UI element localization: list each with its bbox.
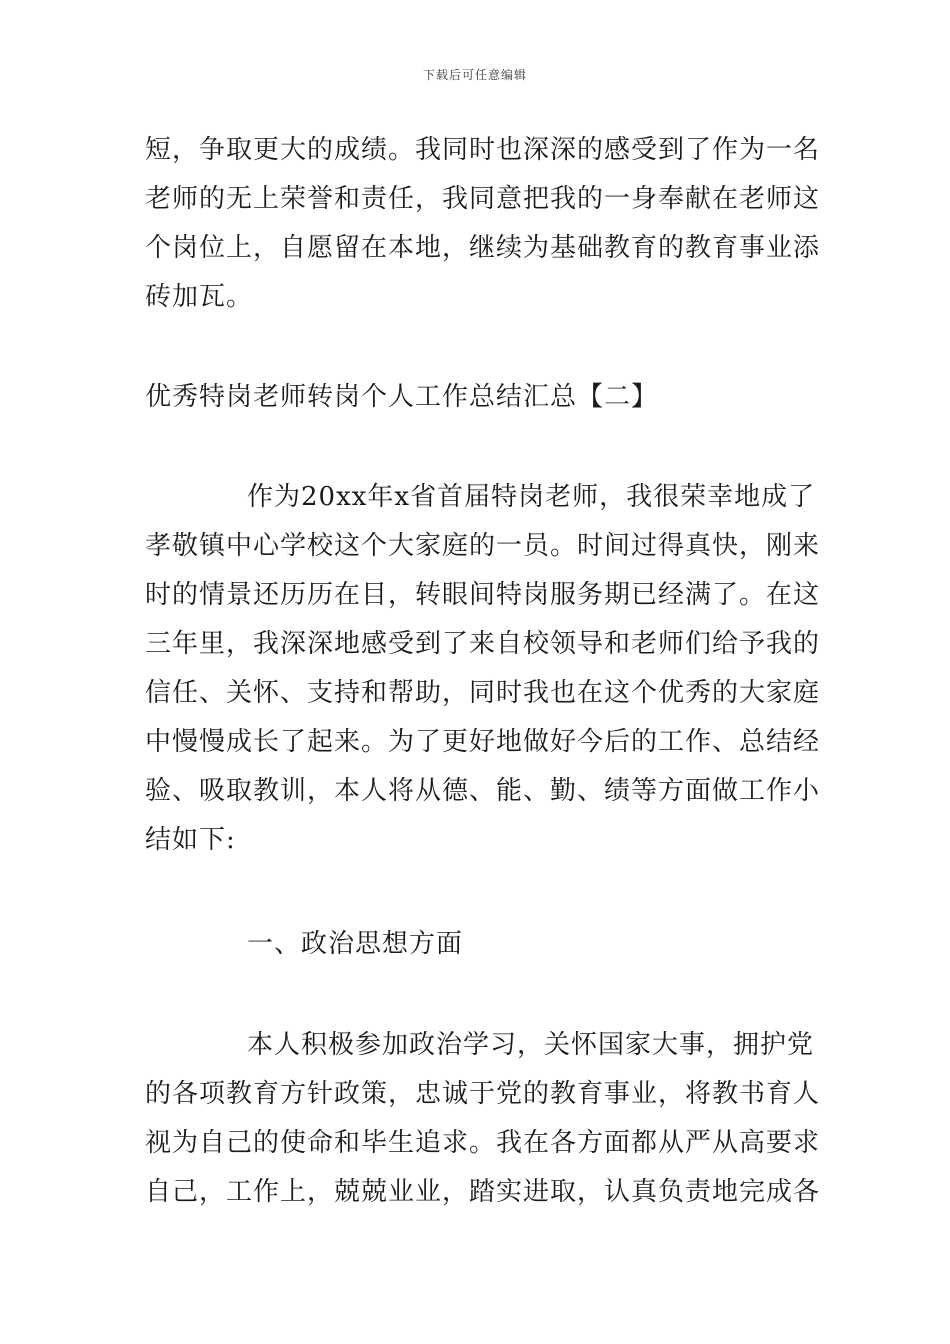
paragraph-line: 老师的无上荣誉和责任，我同意把我的一身奉献在老师这: [145, 184, 821, 214]
paragraph-line: 中慢慢成长了起来。为了更好地做好今后的工作、总结经: [145, 727, 821, 757]
paragraph-political: [145, 1021, 821, 1217]
page-header-note: 下载后可任意编辑: [422, 68, 527, 82]
subheading-political: 一、政治思想方面: [247, 929, 464, 959]
paragraph-line: 自己，工作上，兢兢业业，踏实进取，认真负责地完成各: [145, 1177, 821, 1207]
paragraph-line: 三年里，我深深地感受到了来自校领导和老师们给予我的: [145, 629, 821, 659]
paragraph-line: 砖加瓦。: [145, 282, 254, 312]
paragraph-line: 视为自己的使命和毕生追求。我在各方面都从严从高要求: [145, 1128, 821, 1158]
paragraph-line: 信任、关怀、支持和帮助，同时我也在这个优秀的大家庭: [145, 678, 821, 708]
paragraph-line: 结如下:: [145, 825, 236, 855]
paragraph-continuation: [145, 126, 821, 322]
section-title: 优秀特岗老师转岗个人工作总结汇总【二】: [145, 382, 659, 412]
paragraph-line: 本人积极参加政治学习，关怀国家大事，拥护党: [247, 1030, 815, 1060]
paragraph-intro: [145, 473, 821, 865]
paragraph-line: 验、吸取教训，本人将从德、能、勤、绩等方面做工作小: [145, 776, 821, 806]
paragraph-line: 个岗位上，自愿留在本地，继续为基础教育的教育事业添: [145, 233, 821, 263]
paragraph-line: 作为20xx年x省首届特岗老师，我很荣幸地成了: [247, 482, 816, 512]
paragraph-line: 短，争取更大的成绩。我同时也深深的感受到了作为一名: [145, 135, 821, 165]
paragraph-line: 时的情景还历历在目，转眼间特岗服务期已经满了。在这: [145, 580, 821, 610]
paragraph-line: 的各项教育方针政策，忠诚于党的教育事业，将教书育人: [145, 1079, 821, 1109]
paragraph-line: 孝敬镇中心学校这个大家庭的一员。时间过得真快，刚来: [145, 531, 821, 561]
